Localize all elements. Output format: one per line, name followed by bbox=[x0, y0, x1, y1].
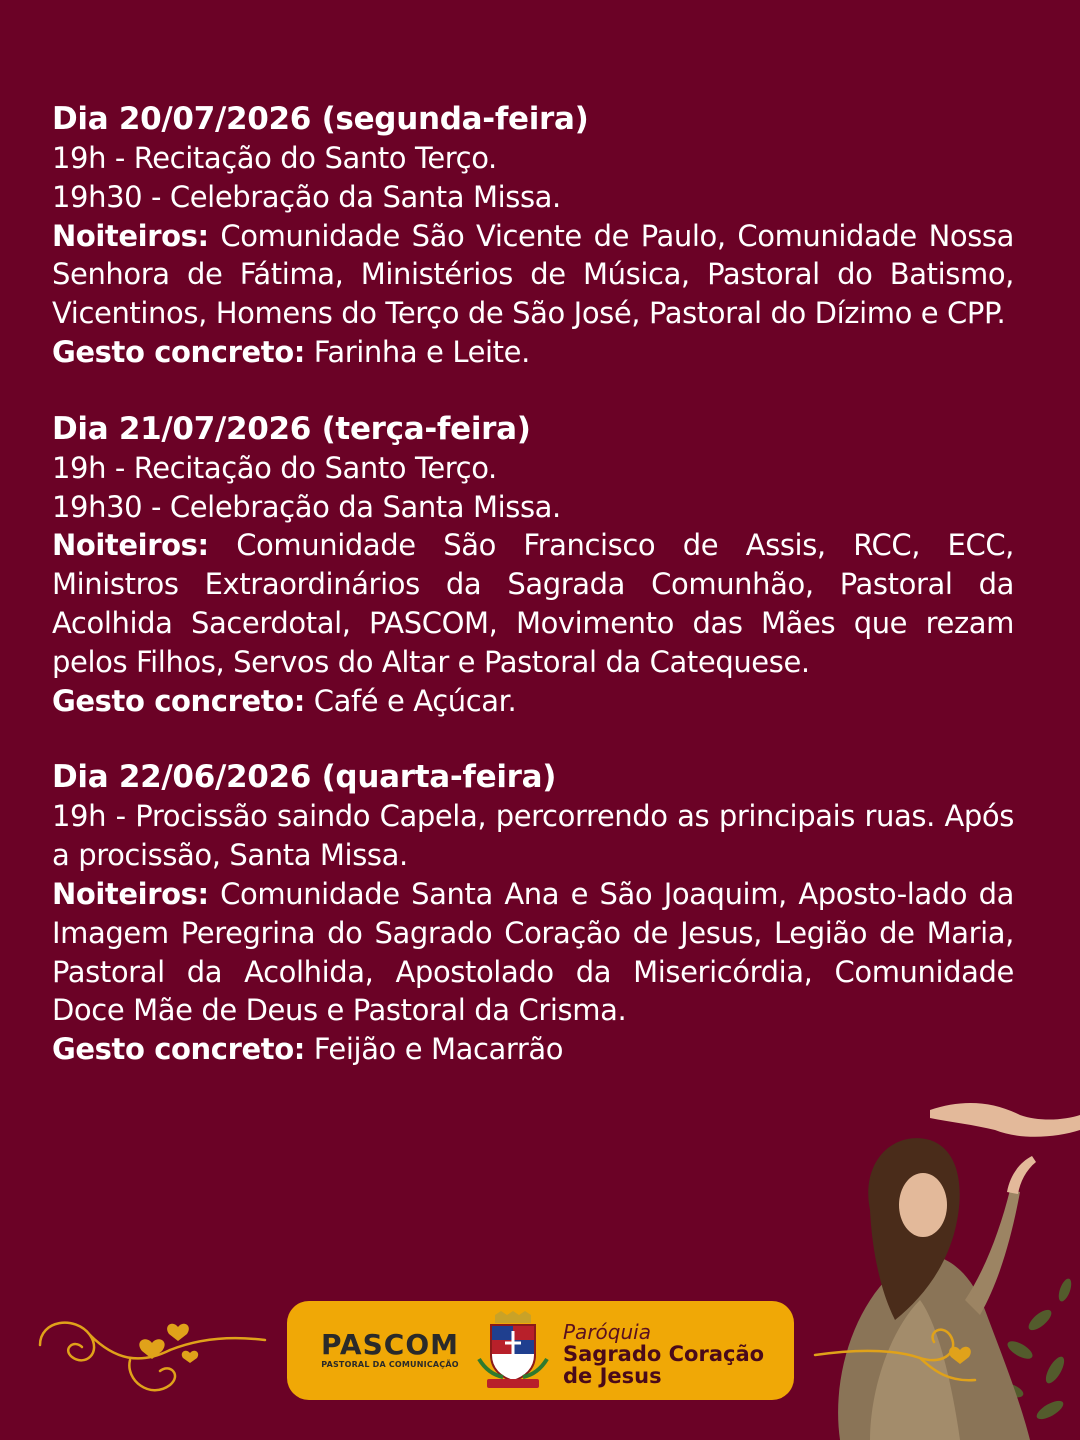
day-title: Dia 22/06/2026 (quarta-feira) bbox=[52, 759, 557, 796]
left-ornament-icon bbox=[30, 1305, 270, 1405]
day-block-2 bbox=[52, 410, 1014, 721]
day-title: Dia 20/07/2026 (segunda-feira) bbox=[52, 101, 589, 137]
pascom-wordmark: PASCOM bbox=[320, 1328, 459, 1361]
schedule-line: 19h - Procissão saindo Capela, percorrendo as principais ruas. Após a procissão, Santa Missa. bbox=[52, 799, 1014, 873]
footer-badge bbox=[287, 1301, 794, 1400]
parish-label: Paróquia bbox=[563, 1320, 651, 1344]
gesto-text: Café e Açúcar. bbox=[304, 683, 517, 718]
gesto-text: Feijão e Macarrão bbox=[304, 1032, 564, 1067]
day-block-1 bbox=[52, 100, 1014, 372]
gesto-text: Farinha e Leite. bbox=[304, 334, 530, 369]
schedule-line: 19h - Recitação do Santo Terço. bbox=[52, 141, 497, 175]
parish-name bbox=[563, 1321, 764, 1387]
schedule-line: 19h - Recitação do Santo Terço. bbox=[52, 450, 497, 485]
parish-crest-icon bbox=[473, 1309, 553, 1393]
schedule-line: 19h30 - Celebração da Santa Missa. bbox=[52, 489, 561, 524]
day-block-3 bbox=[52, 758, 1014, 1069]
schedule-line: 19h30 - Celebração da Santa Missa. bbox=[52, 179, 561, 214]
gesto-paragraph bbox=[52, 333, 1014, 372]
gesto-label: Gesto concreto: bbox=[52, 334, 305, 369]
noiteiros-paragraph bbox=[52, 526, 1014, 681]
noiteiros-paragraph bbox=[52, 875, 1014, 1030]
schedule bbox=[52, 100, 1014, 1107]
noiteiros-text: Comunidade Santa Ana e São Joaquim, Aposto-lado da Imagem Peregrina do Sagrado Coração de Jesus, Legião de Maria, Pastoral da Acolhida, Apostolado da Misericórdia, Comunidade Doce Mãe de Deus e Pastoral da Crisma. bbox=[52, 876, 1014, 1028]
gesto-label: Gesto concreto: bbox=[52, 683, 305, 718]
parish-name-line: Sagrado Coração bbox=[563, 1342, 765, 1366]
noiteiros-label: Noiteiros: bbox=[52, 876, 209, 911]
parish-name-line: de Jesus bbox=[563, 1364, 662, 1388]
day-title: Dia 21/07/2026 (terça-feira) bbox=[52, 410, 531, 447]
noiteiros-text: Comunidade São Francisco de Assis, RCC, ECC, Ministros Extraordinários da Sagrada Comunhão, Pastoral da Acolhida Sacerdotal, PASCOM, Movimento das Mães que rezam pelos Filhos, Servos do Altar e Pastoral da Catequese. bbox=[52, 528, 1014, 679]
noiteiros-label: Noiteiros: bbox=[52, 528, 209, 563]
noiteiros-label: Noiteiros: bbox=[52, 218, 209, 253]
pascom-logo bbox=[315, 1328, 465, 1371]
gesto-paragraph bbox=[52, 682, 1014, 721]
noiteiros-text: Comunidade São Vicente de Paulo, Comunidade Nossa Senhora de Fátima, Ministérios de Música, Pastoral do Batismo, Vicentinos, Homens do Terço de São José, Pastoral do Dízimo e CPP. bbox=[52, 218, 1014, 331]
pascom-subtitle: PASTORAL DA COMUNICAÇÃO bbox=[321, 1360, 459, 1369]
gesto-label: Gesto concreto: bbox=[52, 1032, 305, 1067]
noiteiros-paragraph bbox=[52, 217, 1014, 333]
gesto-paragraph bbox=[52, 1030, 1014, 1069]
right-ornament-icon bbox=[810, 1310, 990, 1400]
